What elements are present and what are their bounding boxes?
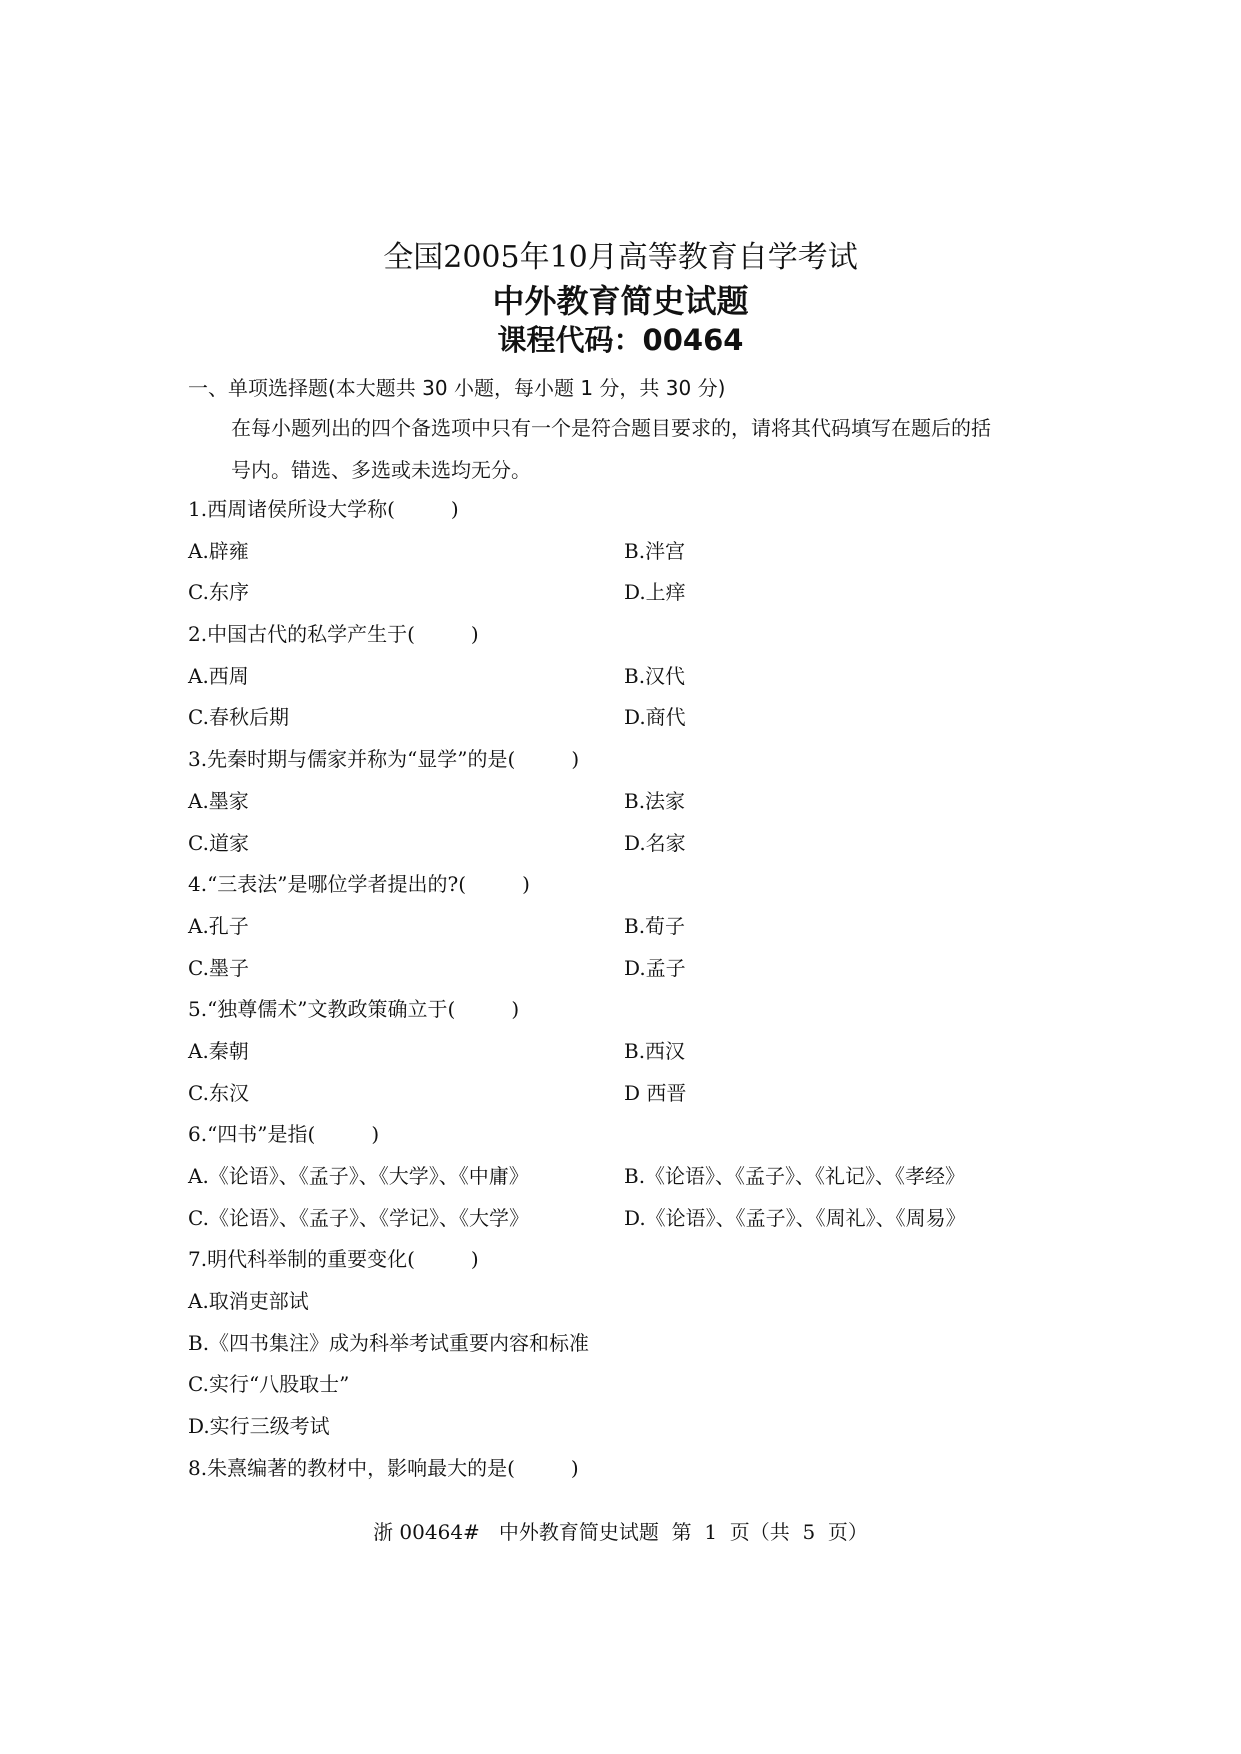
- question-stem-text: [188, 744, 579, 774]
- answer-option: C.春秋后期: [188, 705, 289, 730]
- answer-blank-close: ): [450, 497, 459, 521]
- answer-option: B.泮宫: [624, 538, 686, 563]
- answer-option: D.《论语》、《孟子》、《周礼》、《周易》: [624, 1205, 966, 1230]
- answer-option: C.道家: [188, 830, 249, 855]
- question-stem-label: 2.中国古代的私学产生于(: [188, 622, 415, 647]
- question-stem-label: 5.“独尊儒术”文教政策确立于(: [188, 997, 456, 1022]
- question-stem-text: [188, 994, 519, 1024]
- answer-option: A.墨家: [188, 788, 249, 813]
- answer-blank-close: ): [511, 997, 520, 1022]
- answer-option: B.荀子: [624, 913, 686, 938]
- answer-option: D.上痒: [624, 580, 686, 605]
- question-stem-text: [188, 1119, 379, 1149]
- question-stem-text: [188, 1453, 579, 1483]
- answer-option: D.实行三级考试: [188, 1414, 330, 1439]
- option-row: [188, 661, 1068, 703]
- option-row: [188, 1369, 1068, 1411]
- answer-option: A.《论语》、《孟子》、《大学》、《中庸》: [188, 1164, 529, 1188]
- answer-option: C.东汉: [188, 1080, 249, 1105]
- answer-option: A.辟雍: [188, 538, 249, 563]
- option-row: [188, 1161, 1068, 1203]
- option-row: [188, 536, 1068, 578]
- question-stem-label: 7.明代科举制的重要变化(: [188, 1247, 415, 1272]
- section-heading: 一、单项选择题(本大题共 30 小题，每小题 1 分，共 30 分): [188, 376, 726, 400]
- question-stem: [188, 1244, 1068, 1286]
- course-code: 课程代码：00464: [497, 323, 744, 357]
- answer-option: A.西周: [188, 663, 249, 688]
- question-stem-text: [188, 619, 479, 649]
- answer-option: B.西汉: [624, 1038, 686, 1063]
- option-row: [188, 1078, 1068, 1120]
- question-stem: [188, 1453, 1068, 1495]
- question-stem: [188, 744, 1068, 786]
- answer-option: D.名家: [624, 830, 686, 855]
- question-stem: [188, 869, 1068, 911]
- question-stem: [188, 619, 1068, 661]
- option-row: [188, 1411, 1068, 1453]
- answer-option: C.墨子: [188, 955, 249, 980]
- question-stem-label: 4.“三表法”是哪位学者提出的?(: [188, 872, 467, 897]
- answer-blank-close: ): [522, 872, 530, 897]
- option-row: [188, 1286, 1068, 1328]
- answer-option: C.实行“八股取士”: [188, 1372, 350, 1397]
- page-footer: 浙 00464# 中外教育简史试题 第 1 页（共 5 页）: [373, 1520, 868, 1544]
- answer-option: B.《四书集注》成为科举考试重要内容和标准: [188, 1330, 590, 1355]
- option-row: [188, 1036, 1068, 1078]
- section-instruction-line1: 在每小题列出的四个备选项中只有一个是符合题目要求的，请将其代码填写在题后的括: [231, 416, 991, 440]
- section-instruction-line2: 号内。错选、多选或未选均无分。: [231, 458, 531, 482]
- answer-option: C.《论语》、《孟子》、《学记》、《大学》: [188, 1205, 529, 1230]
- question-stem-label: 8.朱熹编著的教材中，影响最大的是(: [188, 1455, 515, 1480]
- answer-option: A.秦朝: [188, 1038, 249, 1063]
- answer-blank-close: ): [570, 1455, 579, 1480]
- answer-option: B.汉代: [624, 663, 686, 688]
- question-stem: [188, 994, 1068, 1036]
- answer-option: A.取消吏部试: [188, 1289, 309, 1314]
- option-row: [188, 577, 1068, 619]
- answer-blank-close: ): [470, 1247, 479, 1272]
- question-stem-label: 1.西周诸侯所设大学称(: [188, 497, 395, 521]
- question-stem-text: [188, 494, 459, 524]
- question-list: [188, 494, 1068, 1495]
- question-stem: [188, 1119, 1068, 1161]
- option-row: [188, 911, 1068, 953]
- option-row: [188, 953, 1068, 995]
- option-row: [188, 1328, 1068, 1370]
- option-row: [188, 1203, 1068, 1245]
- question-stem-text: [188, 1244, 479, 1274]
- answer-option: B.法家: [624, 788, 686, 813]
- exam-title-line1: 全国2005年10月高等教育自学考试: [383, 240, 858, 275]
- question-stem-label: 6.“四书”是指(: [188, 1122, 316, 1147]
- answer-blank-close: ): [571, 747, 580, 772]
- exam-subject-title: 中外教育简史试题: [492, 282, 749, 320]
- answer-option: C.东序: [188, 580, 249, 605]
- option-row: [188, 828, 1068, 870]
- option-row: [188, 702, 1068, 744]
- question-stem: [188, 494, 1068, 536]
- option-row: [188, 786, 1068, 828]
- answer-option: A.孔子: [188, 913, 249, 938]
- answer-option: D.商代: [624, 705, 686, 730]
- question-stem-label: 3.先秦时期与儒家并称为“显学”的是(: [188, 747, 516, 772]
- answer-blank-close: ): [470, 622, 479, 647]
- answer-option: D.孟子: [624, 955, 686, 980]
- answer-option: D 西晋: [624, 1080, 687, 1105]
- answer-blank-close: ): [371, 1122, 380, 1147]
- question-stem-text: [188, 869, 530, 899]
- answer-option: B.《论语》、《孟子》、《礼记》、《孝经》: [624, 1164, 966, 1188]
